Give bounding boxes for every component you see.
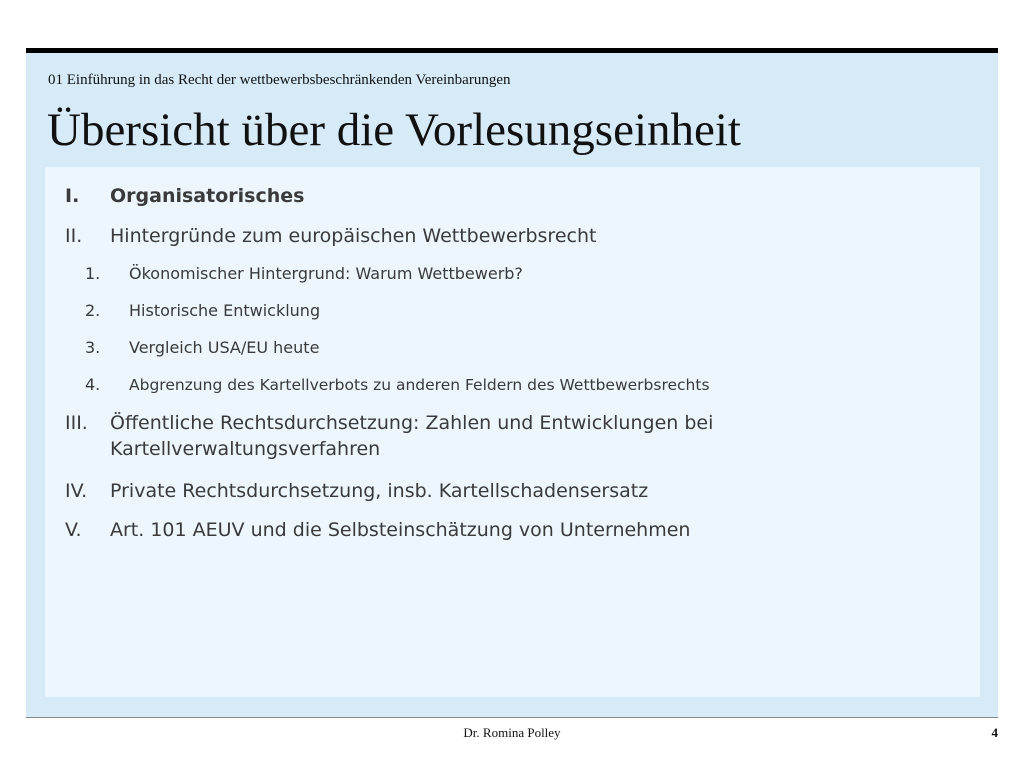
agenda-item-number: V. bbox=[65, 519, 82, 541]
agenda-subitem-number: 2. bbox=[85, 301, 101, 320]
agenda-item-number: III. bbox=[65, 412, 88, 434]
agenda-box bbox=[45, 167, 980, 697]
agenda-subitem-number: 3. bbox=[85, 338, 101, 357]
agenda-subitem-text: Ökonomischer Hintergrund: Warum Wettbewerb? bbox=[129, 264, 523, 283]
agenda-subitem-vergleich-usa-eu bbox=[85, 337, 319, 359]
agenda-item-text: Organisatorisches bbox=[110, 185, 305, 207]
footer-author: Dr. Romina Polley bbox=[463, 725, 561, 740]
agenda-item-number: IV. bbox=[65, 480, 88, 502]
agenda-item-text: Hintergründe zum europäischen Wettbewerbsrecht bbox=[110, 225, 597, 247]
agenda-subitem-oekonomischer-hintergrund bbox=[85, 263, 523, 285]
agenda-item-oeffentliche-rechtsdurchsetzung bbox=[65, 410, 770, 462]
agenda-subitem-historische-entwicklung bbox=[85, 300, 320, 322]
slide-title: Übersicht über die Vorlesungseinheit bbox=[47, 104, 741, 156]
bottom-rule bbox=[26, 717, 998, 718]
agenda-item-text: Art. 101 AEUV und die Selbsteinschätzung von Unternehmen bbox=[110, 519, 691, 541]
agenda-subitem-text: Vergleich USA/EU heute bbox=[129, 338, 320, 357]
agenda-item-text: Öffentliche Rechtsdurchsetzung: Zahlen und Entwicklungen bei Kartellverwaltungsverfahren bbox=[110, 412, 714, 460]
slide-subtitle: 01 Einführung in das Recht der wettbewerbsbeschränkenden Vereinbarungen bbox=[48, 72, 511, 88]
agenda-item-hintergruende bbox=[65, 223, 770, 249]
agenda-subitem-text: Historische Entwicklung bbox=[129, 301, 321, 320]
agenda-item-art-101-aeuv bbox=[65, 517, 770, 543]
agenda-item-number: I. bbox=[65, 185, 80, 207]
agenda-subitem-number: 1. bbox=[85, 264, 101, 283]
agenda-item-organisatorisches bbox=[65, 183, 770, 209]
agenda-item-text: Private Rechtsdurchsetzung, insb. Kartellschadensersatz bbox=[110, 480, 649, 502]
agenda-item-number: II. bbox=[65, 225, 83, 247]
page-number: 4 bbox=[991, 725, 998, 740]
agenda-subitem-number: 4. bbox=[85, 375, 101, 394]
agenda-subitem-abgrenzung bbox=[85, 374, 710, 396]
agenda-item-private-rechtsdurchsetzung bbox=[65, 478, 770, 504]
agenda-subitem-text: Abgrenzung des Kartellverbots zu anderen Feldern des Wettbewerbsrechts bbox=[129, 376, 710, 394]
